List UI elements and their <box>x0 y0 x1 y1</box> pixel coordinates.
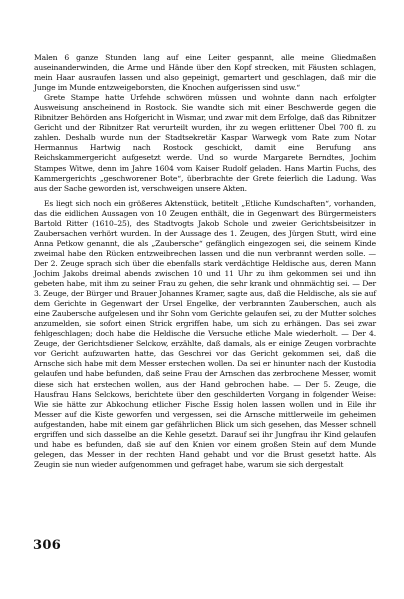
paragraph: Grete Stampe hatte Urfehde schwören müssen und wohnte dann nach erfolgter Ausweisung anscheinend in Rostock. Sie wandte sich mit einer Beschwerde gegen die Ribnitzer Behörden ans Hofgericht in Wismar, und zwar mit dem Erfolge, daß das Ribnitzer Gericht und der Ribnitzer Rat verurteilt wurden, ihr zu wegen erlittener Übel 700 fl. zu zahlen. Deshalb wurde nun der Stadtsekretär Kaspar Warwegk vom Rate zum Notar Hermannus Hartwig nach Rostock geschickt, damit eine Berufung ans Reichskammergericht aufgesetzt werde. Und so wurde Margarete Berndtes, Jochim Stampes Witwe, denn im Jahre 1604 vom Kaiser Rudolf geladen. Hans Martin Fuchs, des Kammergerichts „geschworener Bote“, überbrachte der Grete feierlich die Ladung. Was aus der Sache geworden ist, verschweigen unsere Akten. <box>34 93 376 193</box>
paragraph: Malen 6 ganze Stunden lang auf eine Leiter gespannt, alle meine Gliedmaßen auseinanderwinden, die Arme und Hände über den Kopf strecken, mit Fäusten schlagen, mein Haar ausraufen lassen und also gepeinigt, gemartert und geschlagen, daß mir die Junge im Munde entzweigeborsten, die Knochen aufgerissen sind usw.“ <box>34 53 376 93</box>
page-number: 306 <box>33 538 62 553</box>
paragraph: Es liegt sich noch ein größeres Aktenstück, betitelt „Etliche Kundschaften“, vorhanden, das die eidlichen Aussagen von 10 Zeugen enthält, die in Gegenwart des Bürgermeisters Bartold Ritter (1610–25), des Stadtvogts Jakob Schole und zweier Gerichtsbeisitzer in Zaubersachen verhört wurden. In der Aussage des 1. Zeugen, des Jürgen Stutt, wird eine Anna Petkow genannt, die als „Zaubersche“ gefänglich eingezogen sei, die seinem Kinde zweimal habe den Rücken entzweibrechen lassen und die nun verbrannt werden solle. — Der 2. Zeuge sprach sich über die ebenfalls stark verdächtige Heldische aus, deren Mann Jochim Jakobs dreimal abends zwischen 10 und 11 Uhr zu ihm gekommen sei und ihn gebeten habe, mit ihm zu seiner Frau zu gehen, die sehr krank und ohnmächtig sei. — Der 3. Zeuge, der Bürger und Brauer Johannes Kramer, sagte aus, daß die Heldische, als sie auf dem Gerichte in Gegenwart der Ursel Engelke, der verbrannten Zauberschen, auch als eine Zaubersche aufgelesen und ihr Sohn vom Gerichte gelaufen sei, zu der Mutter solches anzumelden, sie sofort einen Strick ergriffen habe, um sich zu erhängen. Das sei zwar fehlgeschlagen; doch habe die Heldische die Versuche etliche Male wiederholt. — Der 4. Zeuge, der Gerichtsdiener Selckow, erzählte, daß damals, als er einige Zeugen vorbrachte vor Gericht aufzuwarten hatte, das Geschrei vor das Gericht gekommen sei, daß die Arnsche sich habe mit dem Messer erstechen wollen. Da sei er hinunter nach der Kustodia gelaufen und habe befunden, daß seine Frau der Arnschen das zerbrochene Messer, womit diese sich hat erstechen wollen, aus der Hand gebrochen habe. — Der 5. Zeuge, die Hausfrau Hans Selckows, berichtete über den geschilderten Vorgang in folgender Weise: Wie sie hätte zur Abkochung etlicher Fische Essig holen lassen wollen und in Eile ihr Messer auf die Kiste geworfen und vergessen, sei die Arnsche mittlerweile im geheimen aufgestanden, habe mit einem gar gefährlichen Blick um sich gesehen, das Messer schnell ergriffen und sich dasselbe an die Kehle gesetzt. Darauf sei ihr Jungfrau ihr Kind gelaufen und habe es befunden, daß sie auf den Knien vor einem großen Stein auf dem Munde gelegen, das Messer in der rechten Hand gehabt und vor die Brust gesetzt hatte. Als Zeugin sie nun wieder aufgenommen und gefraget habe, warum sie sich dergestalt <box>34 198 376 469</box>
body-text <box>34 53 376 470</box>
